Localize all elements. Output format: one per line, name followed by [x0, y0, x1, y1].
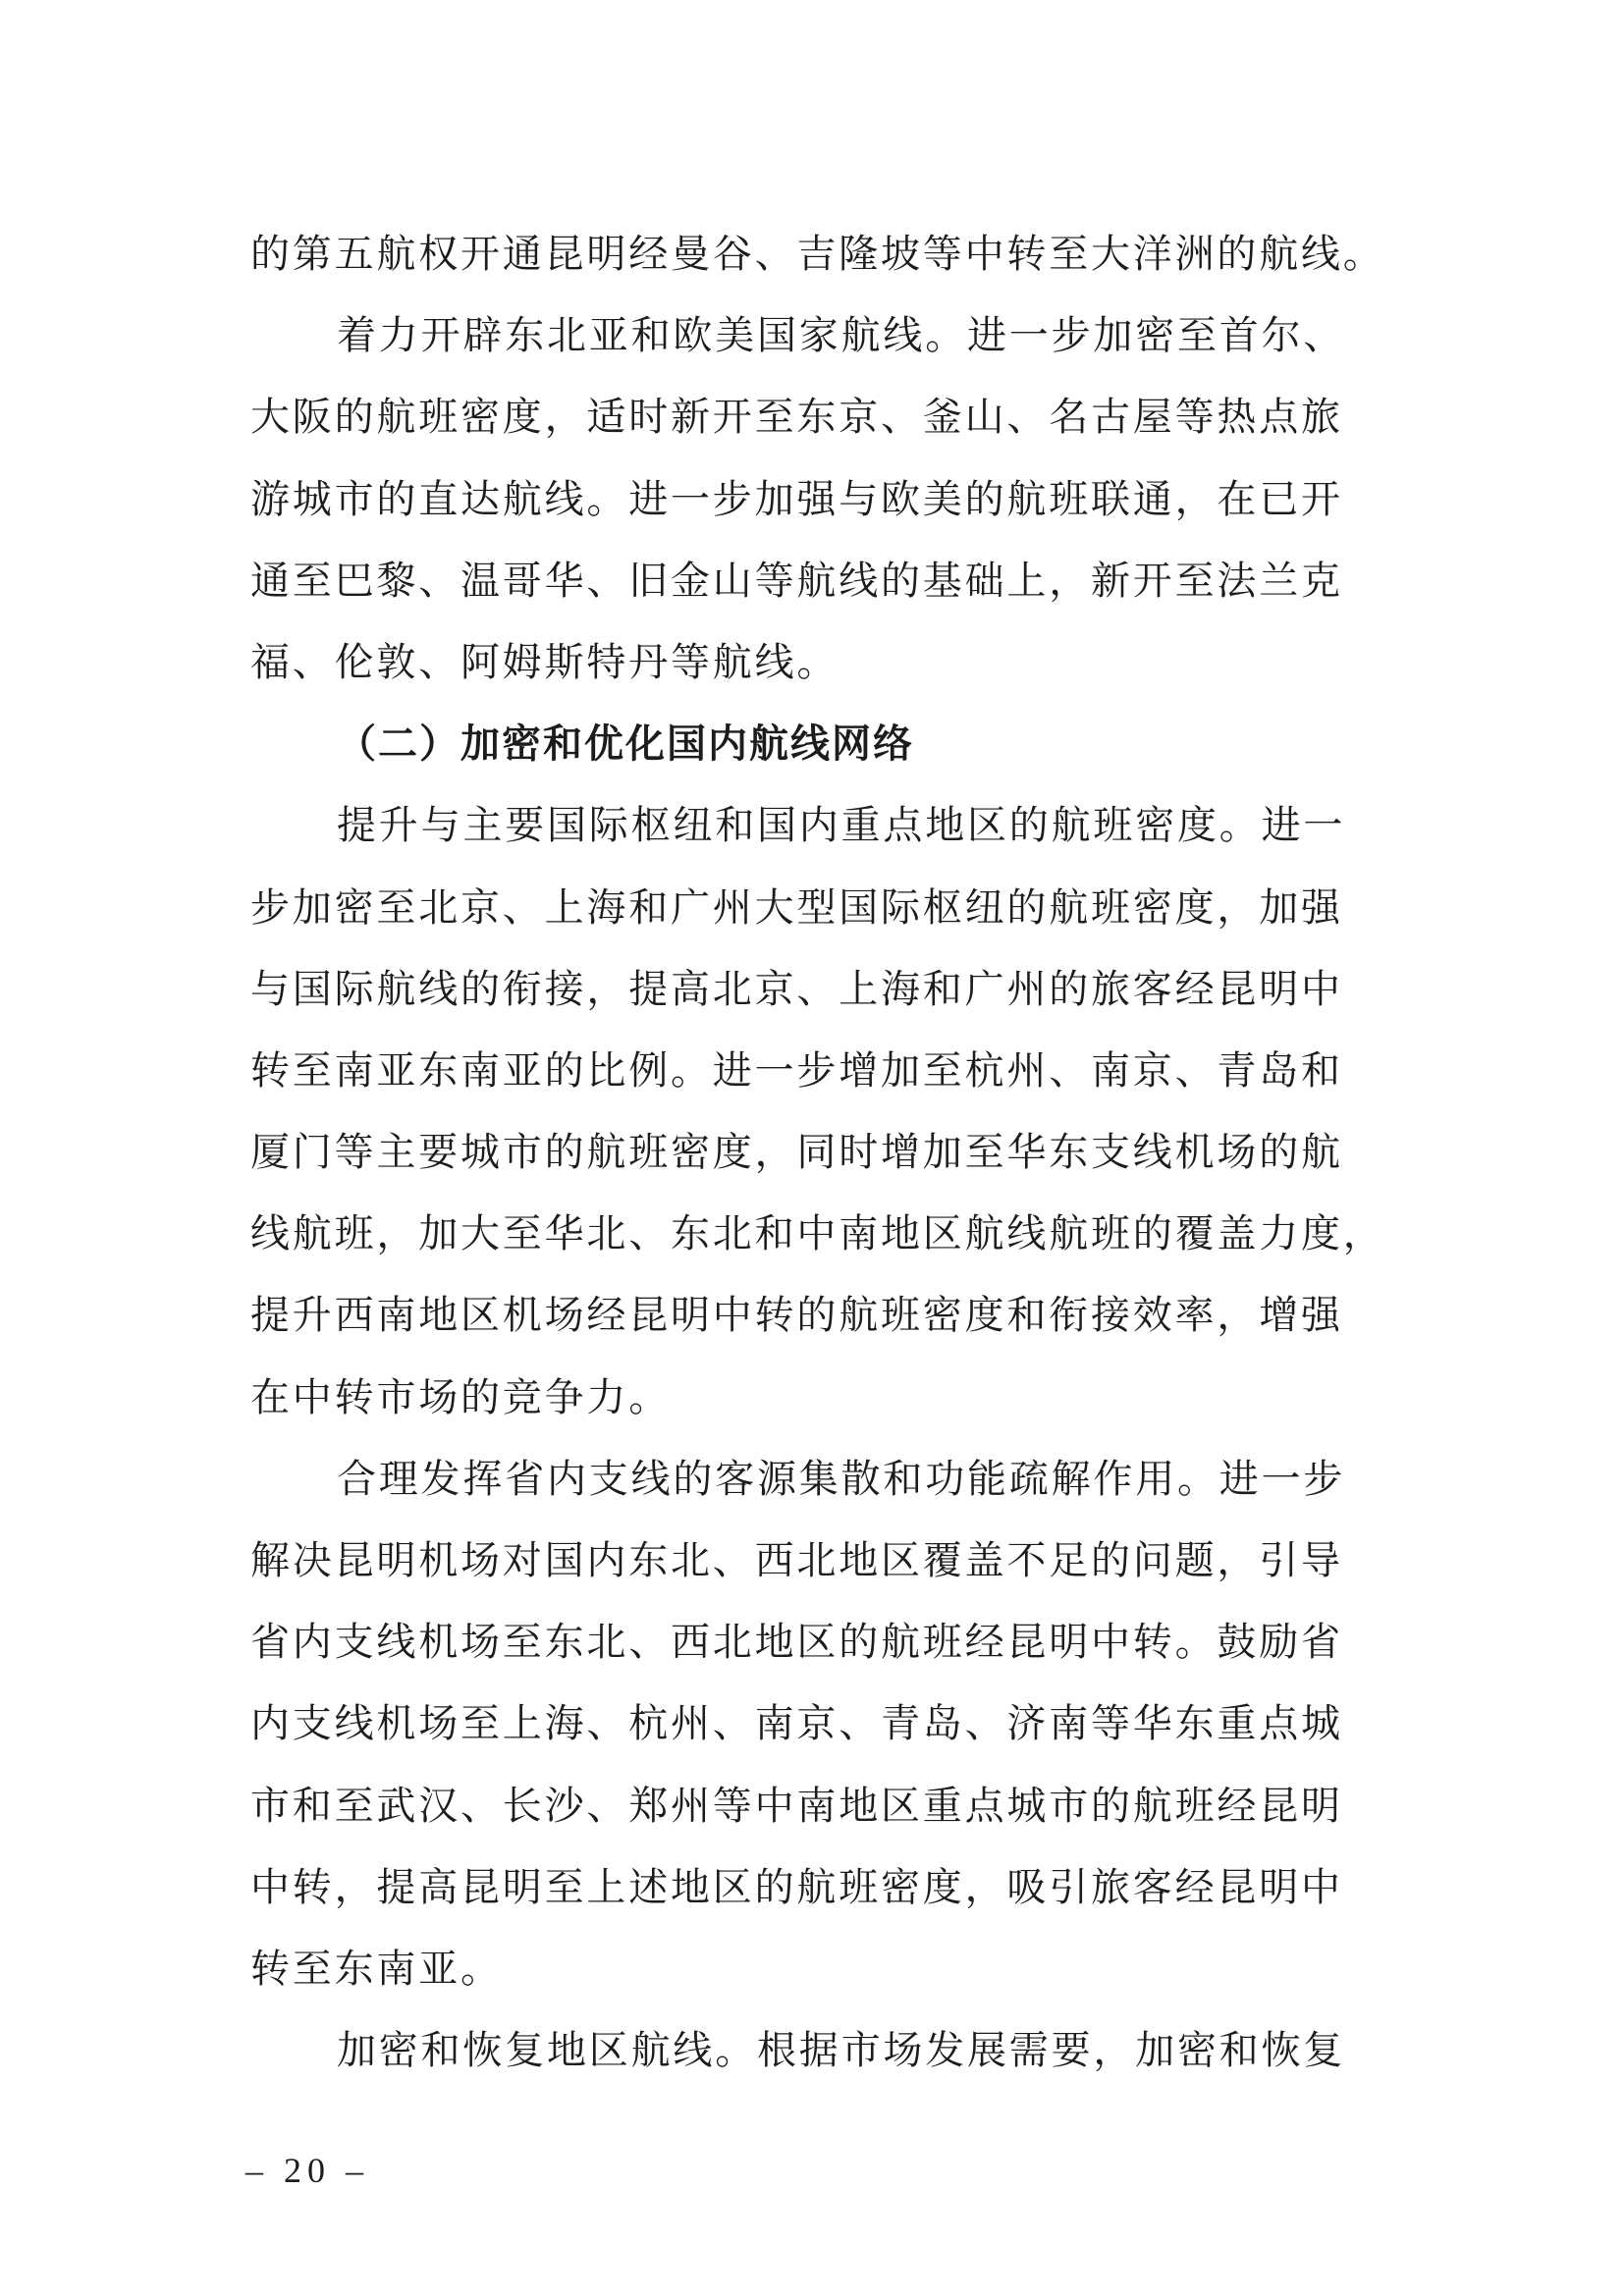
document-body — [250, 214, 1389, 2092]
text-line: 省内支线机场至东北、西北地区的航班经昆明中转。鼓励省 — [250, 1620, 1343, 1666]
text-line: 线航班，加大至华北、东北和中南地区航线航班的覆盖力度， — [250, 1211, 1385, 1257]
text-line: 大阪的航班密度，适时新开至东京、釜山、名古屋等热点旅 — [250, 395, 1343, 441]
text-line: 步加密至北京、上海和广州大型国际枢纽的航班密度，加强 — [250, 884, 1343, 931]
text-line: 的第五航权开通昆明经曼谷、吉隆坡等中转至大洋洲的航线。 — [250, 232, 1385, 277]
text-line: 厦门等主要城市的航班密度，同时增加至华东支线机场的航 — [250, 1130, 1343, 1176]
text-line: 着力开辟东北亚和欧美国家航线。进一步加密至首尔、 — [337, 313, 1346, 359]
page-number: – 20 – — [245, 2151, 369, 2190]
text-line: 解决昆明机场对国内东北、西北地区覆盖不足的问题，引导 — [250, 1538, 1343, 1583]
section-heading: （二）加密和优化国内航线网络 — [337, 721, 914, 768]
text-line: 中转，提高昆明至上述地区的航班密度，吸引旅客经昆明中 — [250, 1864, 1343, 1910]
text-line: 游城市的直达航线。进一步加强与欧美的航班联通，在已开 — [250, 476, 1343, 522]
text-line: 提升与主要国际枢纽和国内重点地区的航班密度。进一 — [337, 803, 1346, 849]
text-line: 内支线机场至上海、杭州、南京、青岛、济南等华东重点城 — [250, 1701, 1343, 1747]
text-line: 通至巴黎、温哥华、旧金山等航线的基础上，新开至法兰克 — [250, 558, 1343, 604]
text-line: 转至东南亚。 — [250, 1946, 503, 1992]
text-line: 提升西南地区机场经昆明中转的航班密度和衔接效率，增强 — [250, 1293, 1343, 1339]
text-line: 福、伦敦、阿姆斯特丹等航线。 — [250, 639, 839, 685]
text-line: 合理发挥省内支线的客源集散和功能疏解作用。进一步 — [337, 1456, 1346, 1502]
text-line: 转至南亚东南亚的比例。进一步增加至杭州、南京、青岛和 — [250, 1047, 1343, 1094]
text-line: 加密和恢复地区航线。根据市场发展需要，加密和恢复 — [337, 2028, 1346, 2074]
text-line: 与国际航线的衔接，提高北京、上海和广州的旅客经昆明中 — [250, 966, 1343, 1012]
text-line: 市和至武汉、长沙、郑州等中南地区重点城市的航班经昆明 — [250, 1783, 1343, 1829]
text-line: 在中转市场的竞争力。 — [250, 1374, 671, 1420]
